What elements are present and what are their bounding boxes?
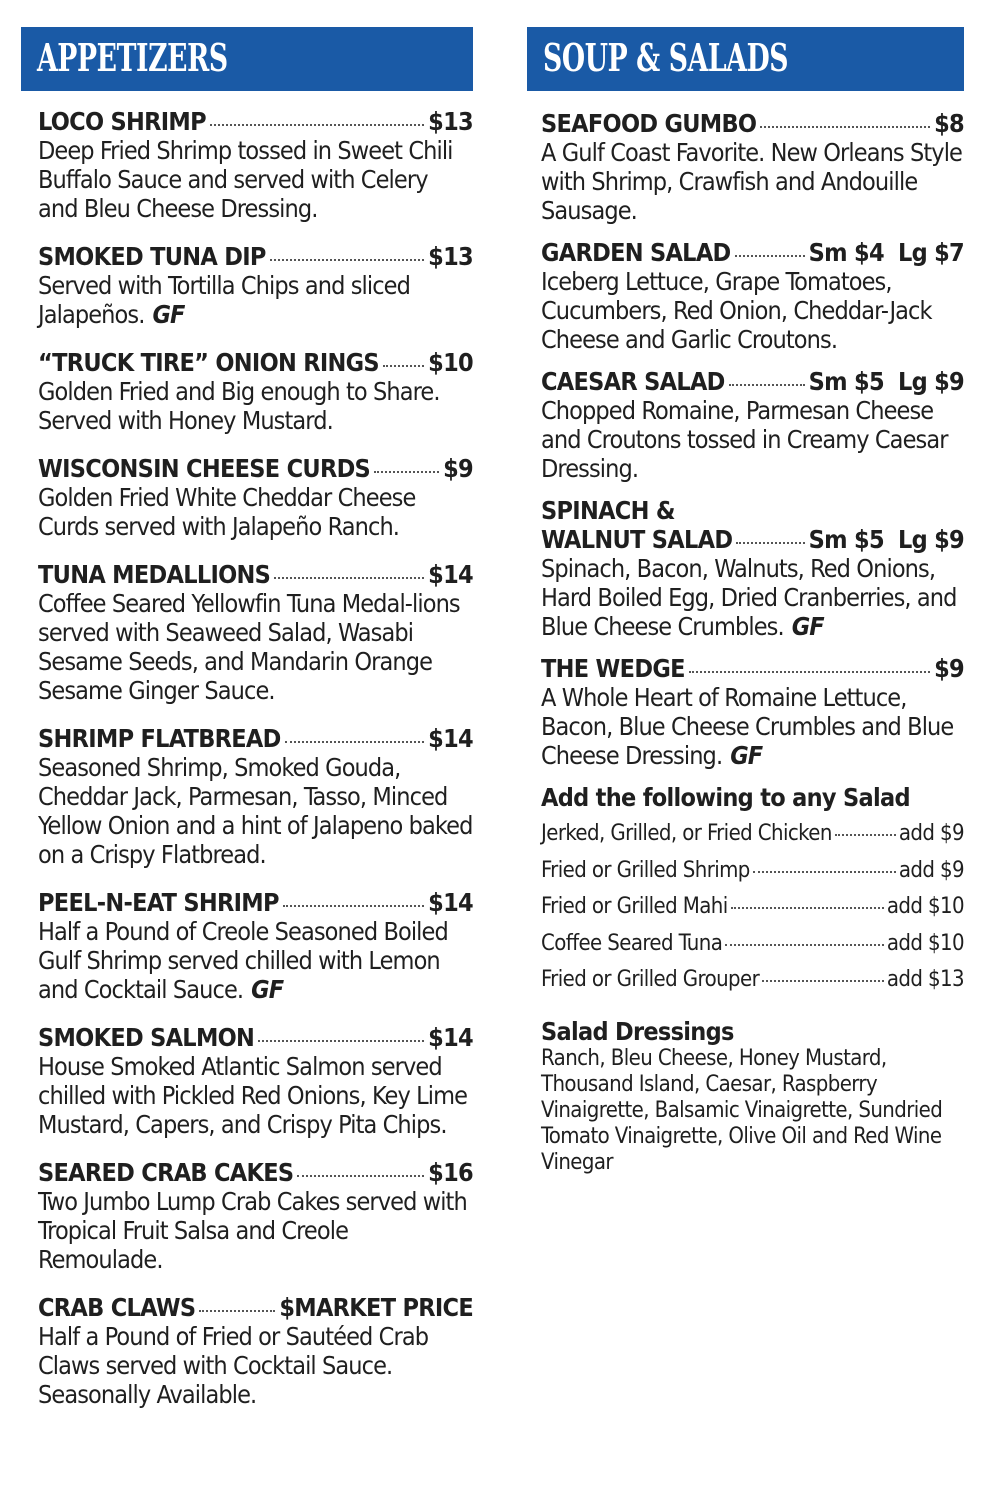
addon-name: Coffee Seared Tuna (541, 930, 723, 956)
item-price: $14 (428, 888, 473, 917)
item-sizes (809, 238, 964, 267)
leader-dots (760, 126, 930, 128)
menu-item (38, 454, 473, 541)
item-sizes (809, 525, 964, 554)
leader-dots (199, 1310, 275, 1312)
item-price: $16 (428, 1158, 473, 1187)
item-description: Deep Fried Shrimp tossed in Sweet Chili Buffalo Sauce and served with Celery and Bleu Cheese Dressing. (38, 136, 453, 223)
item-description: Half a Pound of Creole Seasoned Boiled Gulf Shrimp served chilled with Lemon and Cocktail Sauce. (38, 917, 448, 1004)
item-price: $14 (428, 724, 473, 753)
item-price: $14 (428, 560, 473, 589)
menu-item (541, 367, 964, 483)
small-price: Sm $5 (808, 525, 884, 554)
item-description: Served with Tortilla Chips and sliced Jalapeños. (38, 271, 410, 329)
small-price: Sm $5 (808, 367, 884, 396)
large-price: Lg $9 (897, 367, 964, 396)
menu-item (38, 348, 473, 435)
leader-dots (285, 741, 425, 743)
item-description: Golden Fried and Big enough to Share. Served with Honey Mustard. (38, 377, 440, 435)
item-description: Coffee Seared Yellowfin Tuna Medal-lions served with Seaweed Salad, Wasabi Sesame Seeds, and Mandarin Orange Sesame Ginger Sauce. (38, 589, 460, 705)
gluten-free-badge: GF (791, 612, 824, 641)
leader-dots (210, 124, 424, 126)
addon-row (541, 962, 964, 999)
gluten-free-badge: GF (730, 741, 763, 770)
menu-item (38, 1293, 473, 1409)
leader-dots (729, 384, 805, 386)
item-name: THE WEDGE (541, 654, 685, 683)
appetizers-title: APPETIZERS (37, 35, 228, 80)
item-name: SEARED CRAB CAKES (38, 1158, 294, 1187)
addon-price: add $9 (898, 857, 964, 883)
soups-salads-title: SOUP & SALADS (543, 35, 789, 80)
leader-dots (835, 834, 896, 836)
leader-dots (374, 471, 439, 473)
item-name: CRAB CLAWS (38, 1293, 196, 1322)
addon-name: Fried or Grilled Grouper (541, 967, 760, 992)
item-description: Iceberg Lettuce, Grape Tomatoes, Cucumbers, Red Onion, Cheddar-Jack Cheese and Garlic Croutons. (541, 267, 932, 354)
soups-salads-column (527, 27, 964, 1176)
small-price: Sm $4 (808, 238, 884, 267)
addon-row (541, 889, 964, 926)
large-price: Lg $7 (897, 238, 964, 267)
item-name: SMOKED TUNA DIP (38, 242, 266, 271)
menu-item (541, 496, 964, 641)
item-name: WISCONSIN CHEESE CURDS (38, 454, 371, 483)
menu-item (38, 560, 473, 705)
item-name: “TRUCK TIRE” ONION RINGS (38, 348, 379, 377)
item-price: $13 (428, 242, 473, 271)
item-price: $8 (934, 109, 964, 138)
menu-item (541, 238, 964, 354)
item-name: SMOKED SALMON (38, 1023, 255, 1052)
item-name: TUNA MEDALLIONS (38, 560, 271, 589)
addon-name: Fried or Grilled Mahi (541, 894, 728, 919)
item-name: CAESAR SALAD (541, 367, 725, 396)
addon-price: add $10 (886, 894, 964, 919)
addon-row (541, 853, 964, 890)
addons-title: Add the following to any Salad (541, 783, 910, 812)
item-sizes (809, 367, 964, 396)
item-description: Chopped Romaine, Parmesan Cheese and Croutons tossed in Creamy Caesar Dressing. (541, 396, 948, 483)
addon-name: Jerked, Grilled, or Fried Chicken (541, 821, 832, 846)
addon-price: add $9 (898, 821, 964, 846)
soups-salads-list (527, 109, 964, 1176)
appetizers-banner (21, 27, 473, 91)
leader-dots (735, 255, 805, 257)
gluten-free-badge: GF (251, 975, 284, 1004)
soups-salads-banner (527, 27, 964, 91)
dressings-list: Ranch, Bleu Cheese, Honey Mustard, Thousand Island, Caesar, Raspberry Vinaigrette, Balsamic Vinaigrette, Sundried Tomato Vinaigrette, Olive Oil and Red Wine Vinegar (541, 1045, 943, 1175)
item-description: House Smoked Atlantic Salmon served chilled with Pickled Red Onions, Key Lime Mustard, Capers, and Crispy Pita Chips. (38, 1052, 468, 1139)
addon-price: add $10 (886, 930, 964, 956)
large-price: Lg $9 (897, 525, 964, 554)
item-description: Half a Pound of Fried or Sautéed Crab Claws served with Cocktail Sauce. Seasonally Available. (38, 1322, 429, 1409)
menu-item (38, 1023, 473, 1139)
menu-item (541, 109, 964, 225)
item-price: $MARKET PRICE (279, 1293, 473, 1322)
item-name: GARDEN SALAD (541, 238, 731, 267)
appetizers-column (21, 27, 473, 1428)
leader-dots (283, 905, 424, 907)
item-price: $10 (428, 348, 473, 377)
leader-dots (297, 1175, 424, 1177)
item-description: A Whole Heart of Romaine Lettuce, Bacon, Blue Cheese Crumbles and Blue Cheese Dressing. (541, 683, 954, 770)
addon-price: add $13 (886, 967, 964, 992)
item-name: SEAFOOD GUMBO (541, 109, 757, 138)
item-name: SHRIMP FLATBREAD (38, 724, 281, 753)
addons-list (541, 816, 964, 999)
leader-dots (383, 365, 424, 367)
menu-item (38, 242, 473, 329)
item-name: LOCO SHRIMP (38, 107, 206, 136)
addon-row (541, 816, 964, 853)
leader-dots (731, 907, 884, 909)
item-name: WALNUT SALAD (541, 525, 733, 554)
item-name: PEEL-N-EAT SHRIMP (38, 888, 279, 917)
item-price: $13 (428, 107, 473, 136)
item-description: Seasoned Shrimp, Smoked Gouda, Cheddar Jack, Parmesan, Tasso, Minced Yellow Onion and a hint of Jalapeno baked on a Crispy Flatbread. (38, 753, 473, 869)
leader-dots (725, 944, 884, 946)
gluten-free-badge: GF (152, 300, 185, 329)
menu-item (38, 888, 473, 1004)
appetizers-list (21, 107, 473, 1409)
item-price: $14 (428, 1023, 473, 1052)
leader-dots (753, 871, 896, 873)
menu-item (541, 654, 964, 770)
menu-item (38, 1158, 473, 1274)
addon-row (541, 926, 964, 963)
leader-dots (274, 577, 424, 579)
leader-dots (689, 671, 930, 673)
item-price: $9 (934, 654, 964, 683)
item-price: $9 (443, 454, 473, 483)
leader-dots (258, 1040, 424, 1042)
leader-dots (736, 542, 804, 544)
addon-name: Fried or Grilled Shrimp (541, 857, 750, 883)
item-description: Two Jumbo Lump Crab Cakes served with Tropical Fruit Salsa and Creole Remoulade. (38, 1187, 467, 1274)
menu-item (38, 724, 473, 869)
item-name-line1: SPINACH & (541, 496, 675, 525)
item-description: A Gulf Coast Favorite. New Orleans Style with Shrimp, Crawfish and Andouille Sausage. (541, 138, 962, 225)
leader-dots (762, 980, 884, 982)
menu-item (38, 107, 473, 223)
leader-dots (270, 259, 424, 261)
dressings-title: Salad Dressings (541, 1016, 734, 1046)
item-description: Spinach, Bacon, Walnuts, Red Onions, Hard Boiled Egg, Dried Cranberries, and Blue Cheese Crumbles. (541, 554, 957, 641)
item-description: Golden Fried White Cheddar Cheese Curds served with Jalapeño Ranch. (38, 483, 416, 541)
